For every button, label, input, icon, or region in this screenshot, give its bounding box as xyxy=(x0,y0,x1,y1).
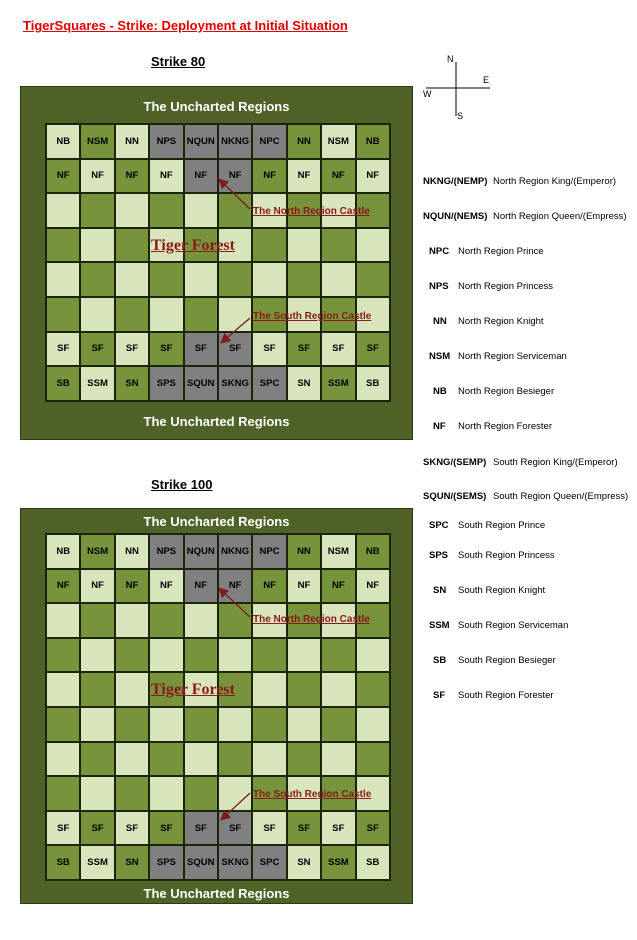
legend-description: North Region Knight xyxy=(458,316,544,327)
legend-code: NN xyxy=(433,316,447,327)
legend-code: NPC xyxy=(429,246,450,257)
board-piece-npc: NPC xyxy=(252,534,286,569)
board-piece-nqun: NQUN xyxy=(184,534,218,569)
board-piece-sf: SF xyxy=(184,811,218,846)
board-piece-nf: NF xyxy=(46,569,80,604)
north-region-label: The Uncharted Regions xyxy=(143,514,290,529)
board-piece-nn: NN xyxy=(287,534,321,569)
board-piece-sf: SF xyxy=(287,332,321,367)
compass-west-label: W xyxy=(423,89,432,99)
south-region-label: The Uncharted Regions xyxy=(143,886,290,901)
board-piece-spc: SPC xyxy=(252,845,286,880)
board-piece-ssm: SSM xyxy=(80,845,114,880)
legend-description: South Region Princess xyxy=(458,550,555,561)
legend-description: South Region Queen/(Empress) xyxy=(493,491,629,502)
south-region-label: The Uncharted Regions xyxy=(143,414,290,429)
board-piece-nf: NF xyxy=(184,569,218,604)
board-piece-sf: SF xyxy=(46,332,80,367)
legend-description: South Region Serviceman xyxy=(458,620,569,631)
legend-description: North Region Prince xyxy=(458,246,544,257)
board-piece-nf: NF xyxy=(115,159,149,194)
board-piece-nf: NF xyxy=(252,569,286,604)
legend-code: SQUN/(SEMS) xyxy=(423,491,487,502)
board-piece-nb: NB xyxy=(46,534,80,569)
tiger-forest-label: Tiger Forest xyxy=(151,237,235,254)
board-piece-sf: SF xyxy=(46,811,80,846)
board-piece-sf: SF xyxy=(287,811,321,846)
board-piece-sb: SB xyxy=(46,845,80,880)
board-piece-skng: SKNG xyxy=(218,366,252,401)
legend-code: SPS xyxy=(429,550,449,561)
board-piece-nf: NF xyxy=(80,159,114,194)
legend-code: NPS xyxy=(429,281,449,292)
board-title-strike-80: Strike 80 xyxy=(151,54,206,69)
board-piece-sf: SF xyxy=(149,332,183,367)
board-piece-nf: NF xyxy=(115,569,149,604)
board-piece-sf: SF xyxy=(115,332,149,367)
legend-code: NB xyxy=(433,386,447,397)
board-piece-squn: SQUN xyxy=(184,366,218,401)
legend-description: North Region Princess xyxy=(458,281,554,292)
board-piece-sf: SF xyxy=(115,811,149,846)
board-piece-sn: SN xyxy=(287,366,321,401)
tiger-forest-label: Tiger Forest xyxy=(151,681,235,698)
board-piece-nf: NF xyxy=(356,569,390,604)
legend-description: South Region King/(Emperor) xyxy=(493,457,618,468)
board-piece-sn: SN xyxy=(115,845,149,880)
board-piece-nf: NF xyxy=(252,159,286,194)
legend-description: North Region Queen/(Empress) xyxy=(493,211,627,222)
page-title: TigerSquares - Strike: Deployment at Initial Situation xyxy=(23,18,348,33)
board-piece-squn: SQUN xyxy=(184,845,218,880)
board-piece-sf: SF xyxy=(80,811,114,846)
board-piece-nsm: NSM xyxy=(80,534,114,569)
board-piece-ssm: SSM xyxy=(80,366,114,401)
board-piece-sf: SF xyxy=(80,332,114,367)
compass-east-label: E xyxy=(483,75,490,85)
south-castle-arrow-icon xyxy=(222,793,250,819)
south-castle-arrow-icon xyxy=(222,318,250,342)
board-piece-nf: NF xyxy=(218,569,252,604)
north-castle-label: The North Region Castle xyxy=(253,614,370,625)
legend-code: NQUN/(NEMS) xyxy=(423,211,488,222)
legend-code: SKNG/(SEMP) xyxy=(423,457,487,468)
legend-code: NF xyxy=(433,421,446,432)
board-piece-sf: SF xyxy=(356,811,390,846)
board-title-strike-100: Strike 100 xyxy=(151,477,213,492)
board-piece-nb: NB xyxy=(356,534,390,569)
legend-description: South Region Forester xyxy=(458,690,554,701)
legend-description: North Region King/(Emperor) xyxy=(493,176,617,187)
legend-code: SSM xyxy=(429,620,450,631)
board-piece-nn: NN xyxy=(115,534,149,569)
south-castle-label: The South Region Castle xyxy=(253,311,372,322)
board-piece-nb: NB xyxy=(356,124,390,159)
legend-description: North Region Serviceman xyxy=(458,351,567,362)
board-piece-nps: NPS xyxy=(149,124,183,159)
board-piece-nf: NF xyxy=(287,569,321,604)
compass-icon xyxy=(420,52,500,127)
board-piece-sf: SF xyxy=(218,811,252,846)
board-piece-sf: SF xyxy=(356,332,390,367)
legend-code: SF xyxy=(433,690,446,701)
legend-code: SN xyxy=(433,585,447,596)
board-piece-spc: SPC xyxy=(252,366,286,401)
board-piece-nf: NF xyxy=(149,569,183,604)
board-piece-nf: NF xyxy=(184,159,218,194)
board-piece-nf: NF xyxy=(218,159,252,194)
board-piece-nf: NF xyxy=(321,569,355,604)
legend-code: SPC xyxy=(429,520,449,531)
legend-code: SB xyxy=(433,655,447,666)
board-piece-sf: SF xyxy=(321,811,355,846)
legend-description: South Region Knight xyxy=(458,585,546,596)
legend-code: NSM xyxy=(429,351,451,362)
board-piece-sb: SB xyxy=(356,366,390,401)
board-piece-sf: SF xyxy=(218,332,252,367)
board-piece-nsm: NSM xyxy=(321,534,355,569)
board-piece-npc: NPC xyxy=(252,124,286,159)
compass-south-label: S xyxy=(457,111,464,121)
board-piece-nsm: NSM xyxy=(321,124,355,159)
board-piece-nf: NF xyxy=(287,159,321,194)
board-piece-nn: NN xyxy=(115,124,149,159)
board-piece-ssm: SSM xyxy=(321,845,355,880)
board-piece-nb: NB xyxy=(46,124,80,159)
board-piece-sf: SF xyxy=(184,332,218,367)
board-piece-nf: NF xyxy=(46,159,80,194)
board-piece-sf: SF xyxy=(252,811,286,846)
board-piece-sn: SN xyxy=(287,845,321,880)
legend-description: South Region Prince xyxy=(458,520,546,531)
board-piece-nqun: NQUN xyxy=(184,124,218,159)
board-piece-nkng: NKNG xyxy=(218,124,252,159)
board-piece-nf: NF xyxy=(80,569,114,604)
board-piece-skng: SKNG xyxy=(218,845,252,880)
north-castle-arrow-icon xyxy=(220,180,250,209)
south-castle-label: The South Region Castle xyxy=(253,789,372,800)
board-piece-nsm: NSM xyxy=(80,124,114,159)
legend-description: South Region Besieger xyxy=(458,655,556,666)
north-castle-label: The North Region Castle xyxy=(253,206,370,217)
board-piece-sps: SPS xyxy=(149,366,183,401)
board-piece-nf: NF xyxy=(149,159,183,194)
board-piece-sn: SN xyxy=(115,366,149,401)
board-piece-sb: SB xyxy=(46,366,80,401)
legend-code: NKNG/(NEMP) xyxy=(423,176,488,187)
legend-description: North Region Besieger xyxy=(458,386,555,397)
north-region-label: The Uncharted Regions xyxy=(143,99,290,114)
board-piece-sb: SB xyxy=(356,845,390,880)
legend-description: North Region Forester xyxy=(458,421,552,432)
board-piece-sf: SF xyxy=(321,332,355,367)
board-piece-sf: SF xyxy=(149,811,183,846)
board-piece-nps: NPS xyxy=(149,534,183,569)
board-piece-ssm: SSM xyxy=(321,366,355,401)
board-piece-sps: SPS xyxy=(149,845,183,880)
compass-north-label: N xyxy=(447,54,454,64)
north-castle-arrow-icon xyxy=(220,589,250,617)
board-piece-nkng: NKNG xyxy=(218,534,252,569)
board-piece-nf: NF xyxy=(356,159,390,194)
board-piece-nf: NF xyxy=(321,159,355,194)
board-piece-nn: NN xyxy=(287,124,321,159)
board-piece-sf: SF xyxy=(252,332,286,367)
